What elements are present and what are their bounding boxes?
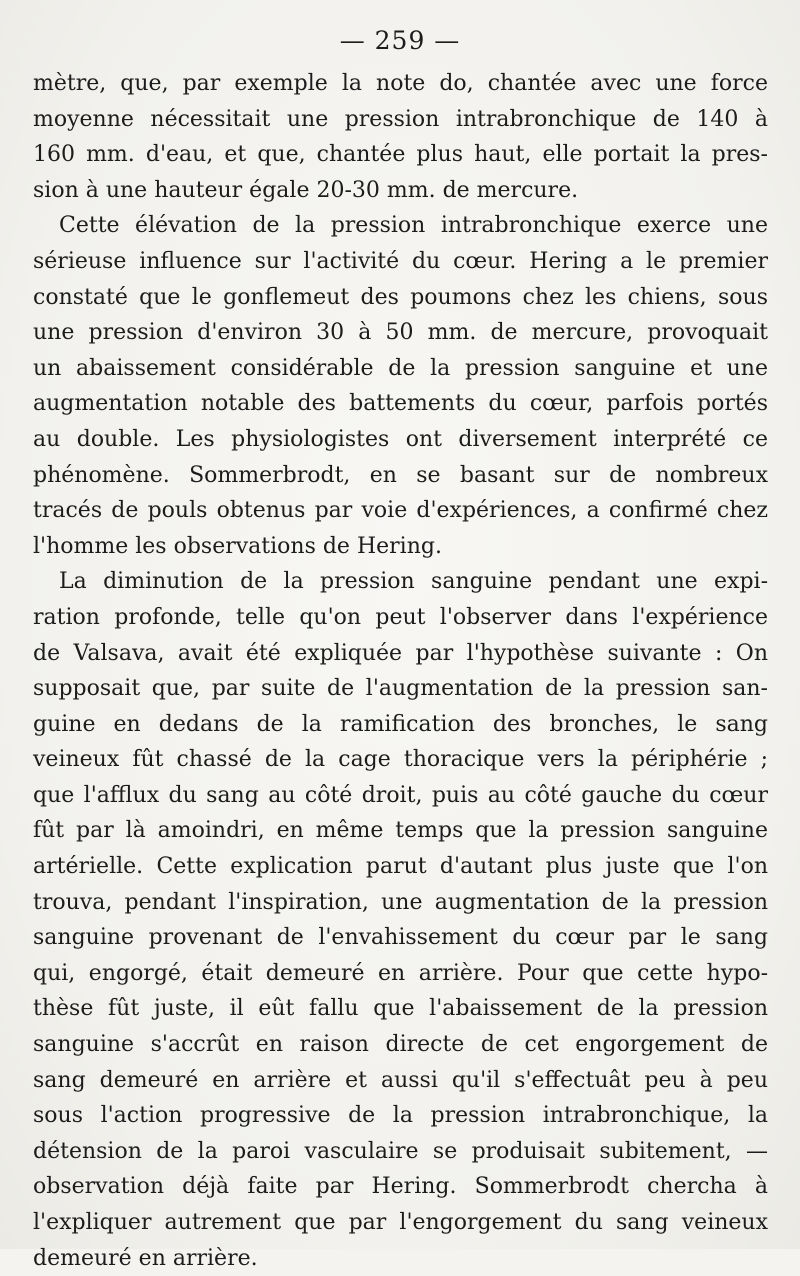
text-line: sanguine provenant de l'envahissement du cœur par le sang xyxy=(33,925,768,951)
text-line: observation déjà faite par Hering. Sommerbrodt chercha à xyxy=(33,1174,768,1200)
page-number: — 259 — xyxy=(339,26,461,55)
text-line: un abaissement considérable de la pression sanguine et une xyxy=(33,355,768,381)
text-line: qui, engorgé, était demeuré en arrière. Pour que cette hypo- xyxy=(33,960,768,986)
paragraph xyxy=(33,564,768,1276)
text-line: Cette élévation de la pression intrabronchique exerce une xyxy=(59,213,768,239)
text-line: que l'afflux du sang au côté droit, puis au côté gauche du cœur xyxy=(33,782,768,808)
text-line: ration profonde, telle qu'on peut l'observer dans l'expérience xyxy=(33,604,768,630)
text-line: une pression d'environ 30 à 50 mm. de mercure, provoquait xyxy=(33,320,768,346)
text-line: sang demeuré en arrière et aussi qu'il s'effectuât peu à peu xyxy=(33,1067,768,1093)
text-line: sion à une hauteur égale 20-30 mm. de mercure. xyxy=(33,177,579,203)
text-line: sous l'action progressive de la pression intrabronchique, la xyxy=(33,1103,768,1129)
text-line: constaté que le gonflemeut des poumons chez les chiens, sous xyxy=(33,284,768,310)
text-line: thèse fût juste, il eût fallu que l'abaissement de la pression xyxy=(33,996,768,1022)
page-body-text xyxy=(33,66,768,1276)
text-line: trouva, pendant l'inspiration, une augmentation de la pression xyxy=(33,889,768,915)
text-line: mètre, que, par exemple la note do, chantée avec une force xyxy=(33,71,768,96)
text-line: 160 mm. d'eau, et que, chantée plus haut, elle portait la pres- xyxy=(33,142,768,168)
text-line: phénomène. Sommerbrodt, en se basant sur de nombreux xyxy=(33,462,768,488)
text-line: demeuré en arrière. xyxy=(33,1245,258,1271)
text-line: l'homme les observations de Hering. xyxy=(33,533,442,559)
text-line: moyenne nécessitait une pression intrabronchique de 140 à xyxy=(33,106,768,132)
text-line: détension de la paroi vasculaire se produisait subitement, — xyxy=(33,1138,768,1164)
text-line: tracés de pouls obtenus par voie d'expériences, a confirmé chez xyxy=(33,498,768,524)
text-line: artérielle. Cette explication parut d'autant plus juste que l'on xyxy=(33,854,768,880)
text-line: sérieuse influence sur l'activité du cœur. Hering a le premier xyxy=(33,248,768,274)
paragraph xyxy=(33,66,768,208)
text-line: supposait que, par suite de l'augmentation de la pression san- xyxy=(33,676,768,702)
text-line: l'expliquer autrement que par l'engorgement du sang veineux xyxy=(33,1210,768,1235)
text-line: au double. Les physiologistes ont diversement interprété ce xyxy=(33,426,768,452)
text-line: veineux fût chassé de la cage thoracique vers la périphérie ; xyxy=(33,747,768,773)
text-line: augmentation notable des battements du cœur, parfois portés xyxy=(33,391,768,417)
text-line: de Valsava, avait été expliquée par l'hypothèse suivante : On xyxy=(33,640,768,666)
text-line: guine en dedans de la ramification des bronches, le sang xyxy=(33,711,768,737)
text-line: La diminution de la pression sanguine pendant une expi- xyxy=(59,569,768,595)
text-line: fût par là amoindri, en même temps que la pression sanguine xyxy=(33,818,768,844)
paragraph xyxy=(33,208,768,564)
text-line: sanguine s'accrût en raison directe de cet engorgement de xyxy=(33,1032,768,1058)
